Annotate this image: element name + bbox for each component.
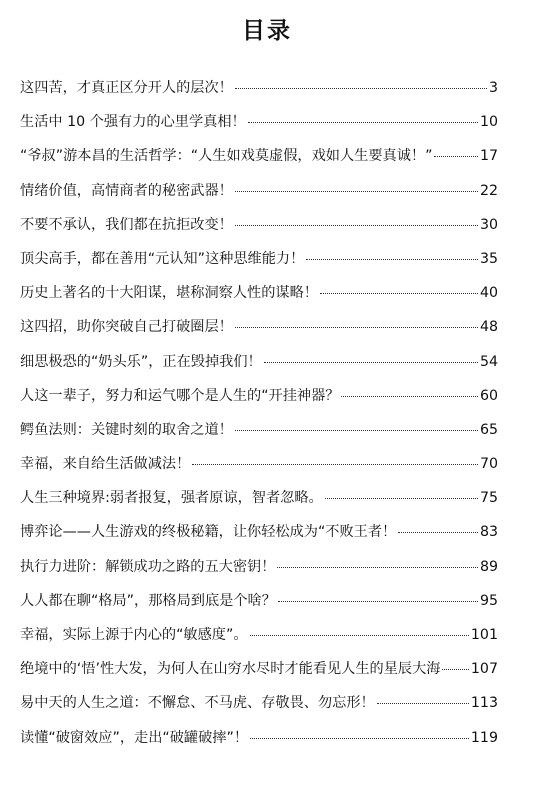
toc-entry[interactable] [20, 310, 498, 344]
toc-entry[interactable] [20, 105, 498, 139]
toc-dot-leader [398, 531, 478, 533]
toc-entry[interactable] [20, 618, 498, 652]
toc-dot-leader [235, 87, 487, 89]
toc-entry[interactable] [20, 276, 498, 310]
toc-dot-leader [250, 634, 469, 636]
toc-entry-title: 人人都在聊“格局”，那格局到底是个啥？ [20, 592, 276, 609]
toc-entry-title: 幸福，来自给生活做减法！ [20, 456, 191, 473]
toc-entry-page-number: 40 [479, 285, 498, 302]
toc-entry-page-number: 22 [479, 182, 498, 199]
toc-entry-page-number: 70 [479, 456, 498, 473]
toc-entry-page-number: 83 [479, 524, 498, 541]
page-title: 目录 [242, 18, 292, 44]
toc-dot-leader [320, 292, 478, 294]
toc-entry-title: 生活中 10 个强有力的心里学真相！ [20, 114, 246, 131]
toc-entry[interactable] [20, 413, 498, 447]
toc-entry-page-number: 101 [470, 627, 498, 643]
toc-entry[interactable] [20, 139, 498, 173]
toc-entry-page-number: 48 [479, 319, 498, 336]
toc-dot-leader [235, 224, 478, 226]
toc-dot-leader [306, 258, 478, 260]
toc-entry-page-number: 17 [479, 148, 498, 165]
toc-entry-page-number: 89 [479, 558, 498, 575]
toc-entry[interactable] [20, 584, 498, 618]
toc-entry[interactable] [20, 379, 498, 413]
toc-entry-page-number: 35 [479, 250, 498, 267]
toc-entry-page-number: 95 [479, 592, 498, 609]
toc-entry[interactable] [20, 515, 498, 549]
toc-dot-leader [264, 361, 478, 363]
toc-entry-title: 执行力进阶：解锁成功之路的五大密钥！ [20, 558, 276, 575]
toc-dot-leader [442, 668, 468, 670]
toc-entry-title: 幸福，实际上源于内心的“敏感度”。 [20, 627, 248, 643]
toc-entry-title: 人生三种境界:弱者报复，强者原谅，智者忽略。 [20, 490, 323, 507]
toc-entry-title: 读懂“破窗效应”，走出“破罐破摔”！ [20, 729, 249, 746]
toc-entry-title: 历史上著名的十大阳谋，堪称洞察人性的谋略！ [20, 285, 318, 302]
toc-dot-leader [377, 702, 469, 704]
toc-entry[interactable] [20, 652, 498, 686]
toc-entry-title: 情绪价值，高情商者的秘密武器！ [20, 182, 233, 199]
toc-dot-leader [325, 497, 478, 499]
toc-entry-title: 不要不承认，我们都在抗拒改变！ [20, 216, 233, 233]
toc-entry-title: 顶尖高手，都在善用“元认知”这种思维能力！ [20, 250, 305, 267]
toc-dot-leader [192, 463, 478, 465]
toc-dot-leader [235, 326, 478, 328]
toc-entry[interactable] [20, 550, 498, 584]
toc-entry-page-number: 75 [479, 490, 498, 507]
toc-dot-leader [277, 566, 478, 568]
toc-dot-leader [250, 737, 469, 739]
toc-entry-page-number: 60 [479, 387, 498, 404]
toc-entry-page-number: 65 [479, 421, 498, 438]
toc-entry-page-number: 107 [470, 661, 498, 678]
toc-list [20, 71, 498, 755]
toc-entry-title: 人这一辈子，努力和运气哪个是人生的“开挂神器？ [20, 387, 340, 404]
toc-entry[interactable] [20, 242, 498, 276]
toc-entry[interactable] [20, 721, 498, 755]
toc-dot-leader [235, 190, 478, 192]
toc-entry-title: 易中天的人生之道：不懈怠、不马虎、存敬畏、勿忘形！ [20, 695, 375, 712]
toc-entry-title: 绝境中的‘悟’性大发，为何人在山穷水尽时才能看见人生的星辰大海 [20, 661, 441, 678]
toc-entry-page-number: 3 [488, 80, 498, 96]
toc-entry[interactable] [20, 345, 498, 379]
toc-dot-leader [434, 155, 477, 157]
toc-dot-leader [341, 395, 477, 397]
toc-entry[interactable] [20, 686, 498, 720]
toc-entry-title: “爷叔”游本昌的生活哲学：“人生如戏莫虚假，戏如人生要真诚！” [20, 148, 433, 165]
toc-entry-title: 博弈论——人生游戏的终极秘籍，让你轻松成为“不败王者！ [20, 524, 397, 541]
toc-entry[interactable] [20, 481, 498, 515]
toc-entry-page-number: 113 [470, 695, 498, 712]
toc-entry-page-number: 30 [479, 216, 498, 233]
toc-entry-page-number: 54 [479, 353, 498, 370]
toc-entry-page-number: 119 [470, 729, 498, 746]
toc-entry-title: 这四招，助你突破自己打破圈层！ [20, 319, 233, 336]
toc-entry-page-number: 10 [479, 114, 498, 131]
toc-entry[interactable] [20, 71, 498, 105]
toc-entry[interactable] [20, 174, 498, 208]
toc-entry-title: 这四苦，才真正区分开人的层次！ [20, 80, 233, 96]
toc-entry[interactable] [20, 208, 498, 242]
toc-entry[interactable] [20, 447, 498, 481]
toc-entry-title: 细思极恐的“奶头乐”，正在毁掉我们！ [20, 353, 262, 370]
toc-dot-leader [278, 600, 478, 602]
toc-entry-title: 鳄鱼法则：关键时刻的取舍之道！ [20, 421, 233, 438]
toc-dot-leader [235, 429, 478, 431]
toc-dot-leader [248, 121, 478, 123]
